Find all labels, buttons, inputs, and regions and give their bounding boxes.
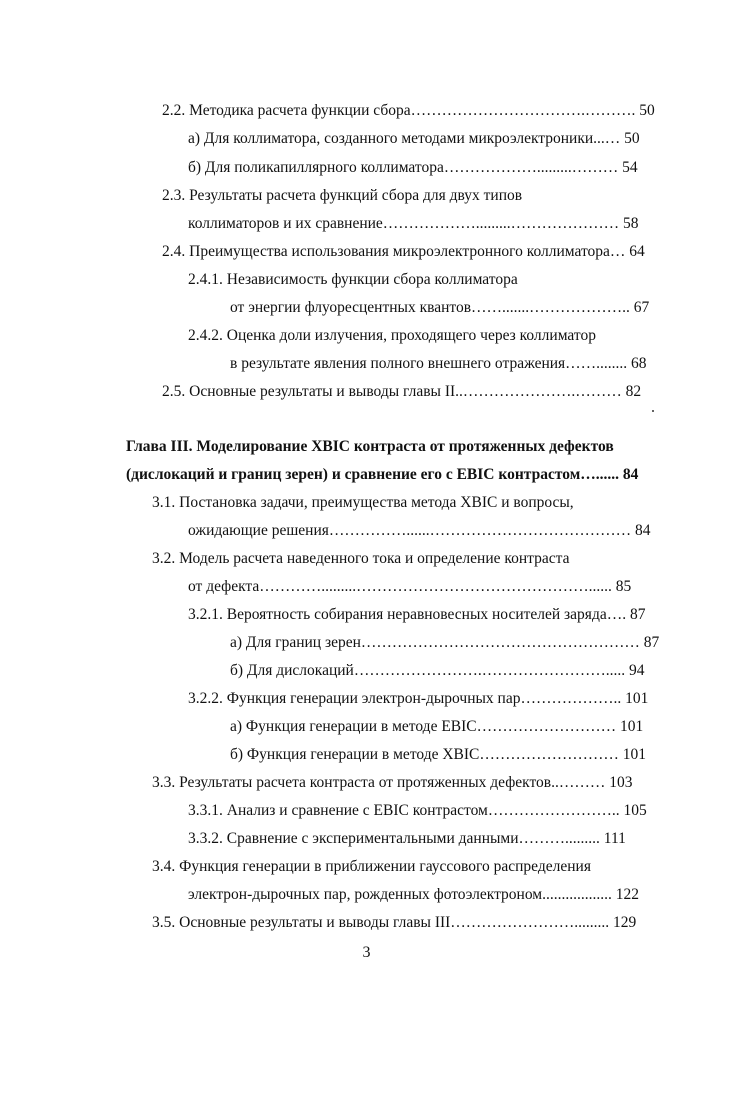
toc-entry-2-3-cont: коллиматоров и их сравнение……………….........………………… 58 (188, 215, 639, 232)
toc-entry-3-2-2-a: а) Функция генерации в методе EBIC……………………… 101 (230, 718, 644, 735)
toc-entry-3-5: 3.5. Основные результаты и выводы главы III……………………......... 129 (152, 914, 637, 931)
toc-entry-3-1-cont: ожидающие решения……………......………………………………… 84 (188, 522, 651, 539)
toc-entry-2-2-a: а) Для коллиматора, созданного методами микроэлектроники...… 50 (188, 130, 640, 147)
toc-entry-2-3: 2.3. Результаты расчета функций сбора для двух типов (162, 187, 523, 204)
toc-entry-2-4: 2.4. Преимущества использования микроэлектронного коллиматора… 64 (162, 243, 645, 260)
toc-entry-3-2: 3.2. Модель расчета наведенного тока и определение контраста (152, 550, 570, 567)
toc-entry-2-4-2-cont: в результате явления полного внешнего отражения……........ 68 (230, 355, 647, 372)
toc-entry-3-2-cont: от дефекта………….........………………………………………...... 85 (188, 578, 632, 595)
chapter-3-title-cont: (дислокаций и границ зерен) и сравнение его с EBIC контрастом…...... 84 (126, 466, 639, 483)
toc-entry-3-3: 3.3. Результаты расчета контраста от протяженных дефектов..……… 103 (152, 774, 633, 791)
toc-entry-3-4-cont: электрон-дырочных пар, рожденных фотоэлектроном.................. 122 (188, 886, 639, 903)
chapter-3-title: Глава III. Моделирование XBIC контраста от протяженных дефектов (126, 438, 614, 455)
toc-entry-2-5: 2.5. Основные результаты и выводы главы II..………………….……… 82 (162, 383, 642, 400)
toc-entry-2-4-1: 2.4.1. Независимость функции сбора коллиматора (188, 271, 518, 288)
toc-entry-3-4: 3.4. Функция генерации в приближении гауссового распределения (152, 858, 591, 875)
scan-speck (652, 410, 654, 412)
toc-entry-3-2-1-a: а) Для границ зерен……………………………………………… 87 (230, 634, 660, 651)
toc-entry-3-2-2: 3.2.2. Функция генерации электрон-дырочных пар……………….. 101 (188, 690, 649, 707)
toc-entry-3-2-1-b: б) Для дислокаций…………………….……………………..... 94 (230, 662, 645, 679)
toc-entry-2-4-1-cont: от энергии флуоресцентных квантов…….......……………….. 67 (230, 299, 650, 316)
toc-entry-2-4-2: 2.4.2. Оценка доли излучения, проходящего через коллиматор (188, 327, 596, 344)
toc-entry-3-2-2-b: б) Функция генерации в методе XBIC……………………… 101 (230, 746, 646, 763)
toc-entry-3-3-2: 3.3.2. Сравнение с экспериментальными данными………......... 111 (188, 830, 626, 847)
toc-entry-3-1: 3.1. Постановка задачи, преимущества метода XBIC и вопросы, (152, 494, 574, 511)
toc-entry-2-2: 2.2. Методика расчета функции сбора…………………………….………. 50 (162, 102, 655, 119)
toc-entry-3-2-1: 3.2.1. Вероятность собирания неравновесных носителей заряда…. 87 (188, 606, 646, 623)
page-number: 3 (362, 944, 371, 961)
toc-entry-3-3-1: 3.3.1. Анализ и сравнение с EBIC контрастом…………………….. 105 (188, 802, 647, 819)
toc-entry-2-2-b: б) Для поликапиллярного коллиматора……………….........……… 54 (188, 159, 638, 176)
